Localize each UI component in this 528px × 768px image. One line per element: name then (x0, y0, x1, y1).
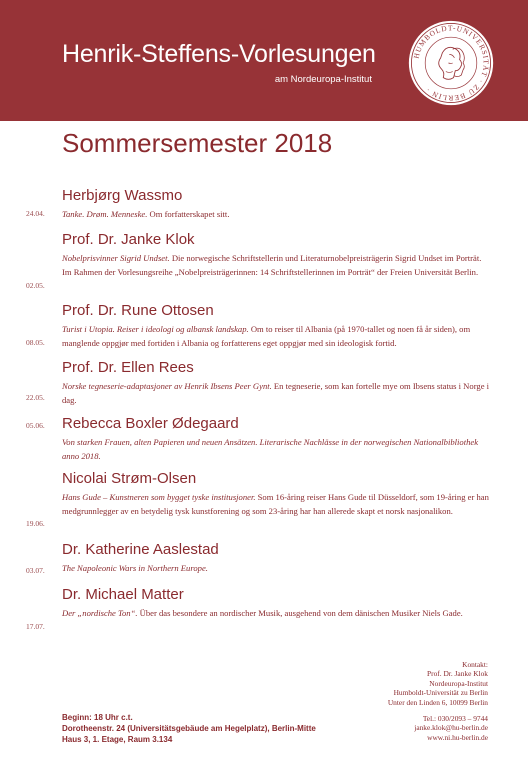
venue-room: Haus 3, 1. Etage, Raum 3.134 (62, 735, 173, 744)
lecture-title: The Napoleonic Wars in Northern Europe. (62, 563, 208, 573)
series-subtitle: am Nordeuropa-Institut (274, 74, 372, 85)
lecture-title: Norske tegneserie-adaptasjoner av Henrik Ibsens Peer Gynt. (62, 381, 272, 391)
lecture-text: Über das besondere an nordischer Musik, ausgehend von dem dänischen Musiker Niels Gade. (137, 608, 463, 618)
lecture-item (62, 585, 492, 620)
lecture-item (62, 414, 492, 463)
lecture-text: Som 16-åring reiser Hans Gude til Düsseldorf, som 19-åring er han medgrunnlegger av en betydelig tysk kunstforening og som 23-åring har han allerede skapt et norsk nasjonalikon. (62, 492, 489, 516)
lecture-item (62, 230, 492, 279)
venue-info (62, 712, 316, 745)
lecture-title: Nobelprisvinner Sigrid Undset. (62, 253, 170, 263)
lecture-date: 08.05. (26, 338, 45, 347)
lecture-item (62, 358, 492, 407)
university-seal-icon (408, 20, 494, 106)
lecture-date: 05.06. (26, 421, 45, 430)
contact-name: Prof. Dr. Janke Klok (427, 669, 488, 679)
speaker-name: Prof. Dr. Rune Ottosen (62, 302, 214, 319)
contact-institute: Nordeuropa-Institut (429, 678, 488, 688)
lecture-date: 22.05. (26, 393, 45, 402)
lecture-item (62, 301, 492, 350)
speaker-name: Dr. Michael Matter (62, 586, 184, 603)
venue-address: Dorotheenstr. 24 (Universitätsgebäude am Hegelplatz), Berlin-Mitte (62, 724, 316, 733)
lecture-title: Hans Gude – Kunstneren som bygget tyske institusjoner. (62, 492, 256, 502)
lecture-description (62, 207, 492, 221)
lecture-text: Die norwegische Schriftstellerin und Literaturnobelpreisträgerin Sigrid Undset im Porträt. Im Rahmen der Vorlesungsreihe „Nobelpreisträgerinnen: 14 Schriftstellerinnen im Porträt“ der Freien Universität Berlin. (62, 253, 482, 277)
lecture-title: Turist i Utopia. Reiser i ideologi og albansk landskap. (62, 324, 249, 334)
lecture-description (62, 490, 492, 518)
lecture-date: 24.04. (26, 209, 45, 218)
seal-text: HUMBOLDT-UNIVERSITÄT · ZU BERLIN · (411, 23, 491, 103)
lecture-title: Tanke. Drøm. Menneske. (62, 209, 148, 219)
speaker-name: Prof. Dr. Janke Klok (62, 231, 195, 248)
series-title: Henrik-Steffens-Vorlesungen (62, 40, 376, 68)
lecture-date: 19.06. (26, 519, 45, 528)
contact-phone: Tel.: 030/2093 – 9744 (422, 714, 488, 724)
lecture-text: Om to reiser til Albania (på 1970-tallet og noen få år siden), om manglende oppgjør med fortiden i Albania og forfatterens eget oppgjør med sin ideologisk fortid. (62, 324, 471, 348)
lecture-description (62, 322, 492, 350)
contact-block (388, 660, 488, 742)
start-time: Beginn: 18 Uhr c.t. (62, 713, 133, 722)
lecture-title: Von starken Frauen, alten Papieren und neuen Ansätzen. Literarische Nachlässe in der norwegischen Nationalbibliothek anno 2018. (62, 437, 479, 461)
lecture-text: En tegneserie, som kan fortelle mye om Ibsens status i Norge i dag. (62, 381, 490, 405)
speaker-name: Rebecca Boxler Ødegaard (62, 415, 239, 432)
lecture-text: Om forfatterskapet sitt. (147, 209, 230, 219)
contact-university: Humboldt-Universität zu Berlin (393, 688, 488, 698)
lecture-description (62, 435, 492, 463)
lecture-description (62, 606, 492, 620)
contact-email[interactable]: janke.klok@hu-berlin.de (414, 723, 488, 733)
lecture-date: 17.07. (26, 622, 45, 631)
lecture-item (62, 469, 492, 518)
contact-label: Kontakt: (462, 660, 488, 669)
speaker-name: Nicolai Strøm-Olsen (62, 470, 197, 487)
lecture-item (62, 540, 492, 575)
lecture-title: Der „nordische Ton“. (62, 608, 138, 618)
semester-heading: Sommersemester 2018 (62, 128, 333, 158)
lecture-item (62, 186, 492, 221)
lecture-date: 02.05. (26, 281, 45, 290)
speaker-name: Herbjørg Wassmo (62, 187, 183, 204)
contact-address: Unter den Linden 6, 10099 Berlin (387, 697, 488, 707)
lecture-date: 03.07. (26, 566, 45, 575)
header-banner (0, 0, 528, 121)
speaker-name: Dr. Katherine Aaslestad (62, 541, 219, 558)
lecture-description (62, 251, 492, 279)
speaker-name: Prof. Dr. Ellen Rees (62, 359, 194, 376)
lecture-description (62, 561, 492, 575)
lecture-description (62, 379, 492, 407)
contact-website[interactable]: www.ni.hu-berlin.de (427, 732, 488, 742)
